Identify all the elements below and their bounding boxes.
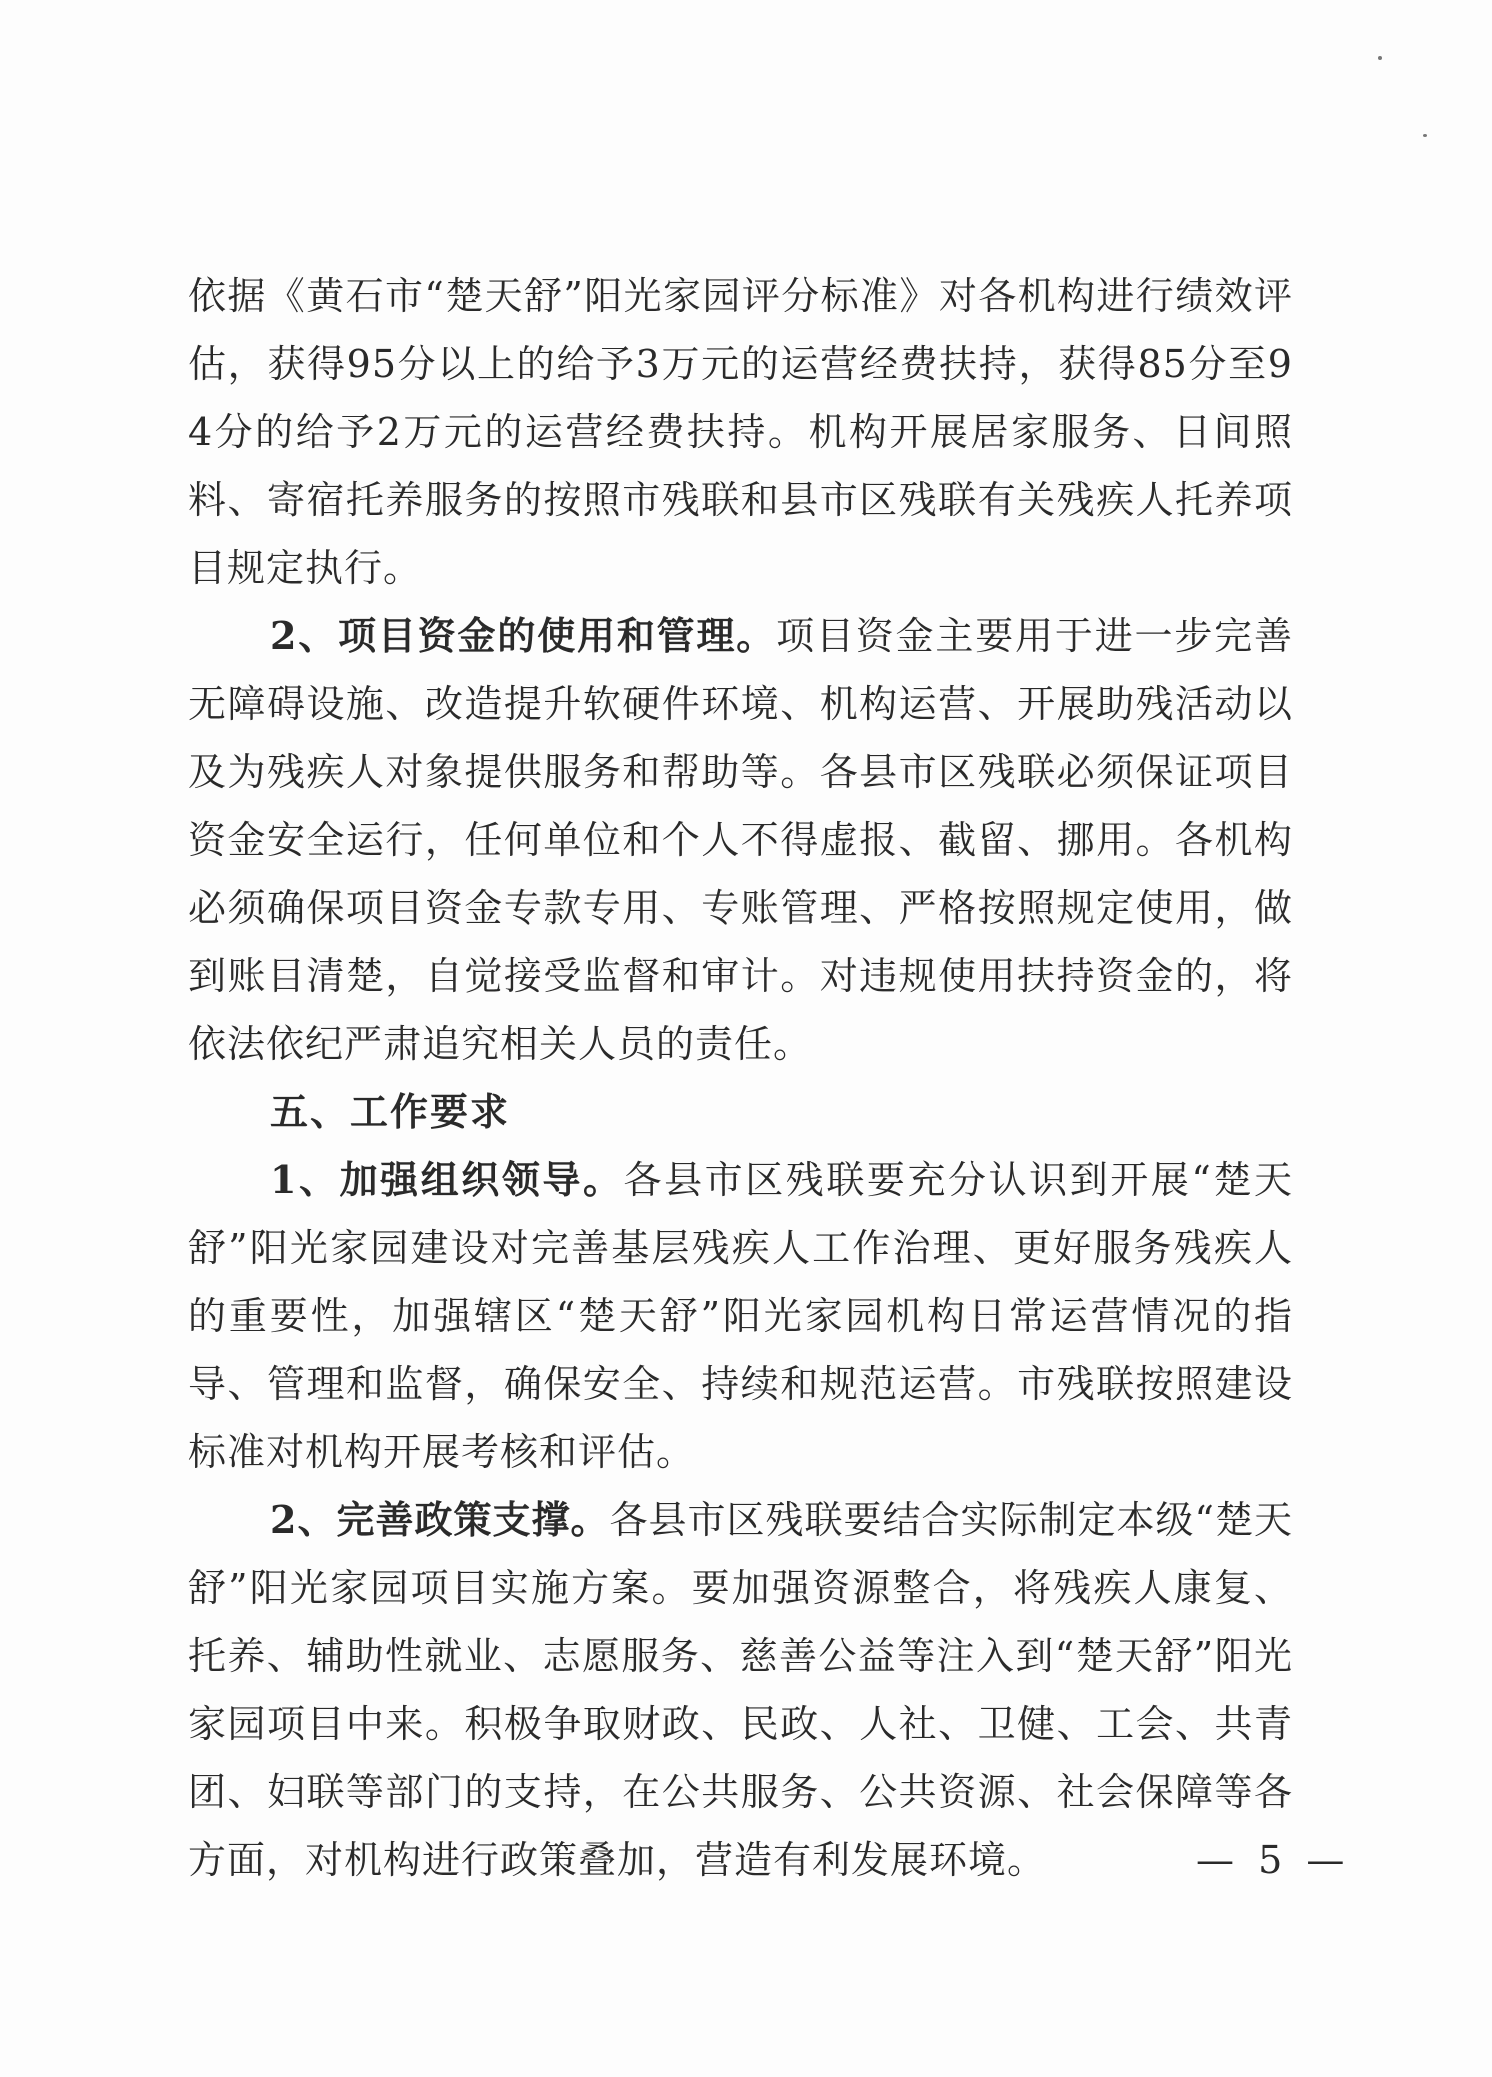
paragraph-text: 各县市区残联要充分认识到开展“楚天舒”阳光家园建设对完善基层残疾人工作治理、更好服务残疾人的重要性，加强辖区“楚天舒”阳光家园机构日常运营情况的指导、管理和监督，确保安全、持续和规范运营。市残联按照建设标准对机构开展考核和评估。 (188, 1158, 1293, 1474)
paragraph-policy-support (188, 1486, 1293, 1894)
scan-speck (1423, 134, 1427, 137)
page-number: — 5 — (1196, 1838, 1351, 1882)
scan-speck (1378, 56, 1382, 60)
paragraph-lead: 2、项目资金的使用和管理。 (270, 613, 777, 658)
paragraph-lead: 2、完善政策支撑。 (270, 1497, 610, 1542)
paragraph-fund-management (188, 602, 1293, 1078)
document-body (188, 262, 1293, 1894)
section-heading: 五、工作要求 (270, 1089, 511, 1134)
paragraph-text: 项目资金主要用于进一步完善无障碍设施、改造提升软硬件环境、机构运营、开展助残活动以及为残疾人对象提供服务和帮助等。各县市区残联必须保证项目资金安全运行，任何单位和个人不得虚报、截留、挪用。各机构必须确保项目资金专款专用、专账管理、严格按照规定使用，做到账目清楚，自觉接受监督和审计。对违规使用扶持资金的，将依法依纪严肃追究相关人员的责任。 (188, 614, 1293, 1066)
paragraph-text: 各县市区残联要结合实际制定本级“楚天舒”阳光家园项目实施方案。要加强资源整合，将残疾人康复、托养、辅助性就业、志愿服务、慈善公益等注入到“楚天舒”阳光家园项目中来。积极争取财政、民政、人社、卫健、工会、共青团、妇联等部门的支持，在公共服务、公共资源、社会保障等各方面，对机构进行政策叠加，营造有利发展环境。 (188, 1498, 1293, 1882)
paragraph-organization-leadership (188, 1146, 1293, 1486)
paragraph-lead: 1、加强组织领导。 (270, 1157, 624, 1202)
paragraph-continuation: 依据《黄石市“楚天舒”阳光家园评分标准》对各机构进行绩效评估，获得95分以上的给予3万元的运营经费扶持，获得85分至94分的给予2万元的运营经费扶持。机构开展居家服务、日间照料、寄宿托养服务的按照市残联和县市区残联有关残疾人托养项目规定执行。 (188, 274, 1293, 590)
